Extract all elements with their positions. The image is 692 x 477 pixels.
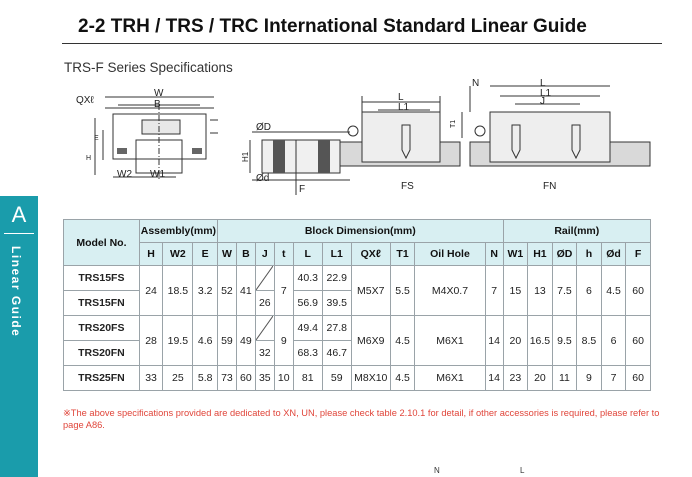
col-h: H [139, 243, 162, 266]
cell-l1: 46.7 [322, 341, 351, 366]
cell-l1: 39.5 [322, 291, 351, 316]
cell-t: 9 [274, 316, 293, 366]
cell-w1: 20 [503, 316, 528, 366]
cell-l: 40.3 [293, 266, 322, 291]
cell-od: 11 [552, 366, 577, 391]
cell-t1: 4.5 [390, 366, 415, 391]
cell-oil-hole: M4X0.7 [415, 266, 485, 316]
model-cell: TRS25FN [64, 366, 140, 391]
dim-label-l1-fn: L1 [540, 88, 552, 99]
cell-h-rail: 9 [577, 366, 602, 391]
cell-l1: 59 [322, 366, 351, 391]
block-group-header: Block Dimension(mm) [217, 220, 503, 243]
dim-label-l-fn: L [540, 78, 546, 89]
dim-label-h: H [86, 155, 92, 162]
cell-f: 60 [626, 316, 651, 366]
dim-label-l1-fs: L1 [398, 102, 410, 113]
col-od: ØD [552, 243, 577, 266]
col-h1: H1 [528, 243, 553, 266]
dim-label-h1: H1 [241, 151, 250, 162]
dim-label-l-fs: L [398, 92, 404, 103]
cell-od: 9.5 [552, 316, 577, 366]
sidebar-letter: A [11, 202, 27, 227]
sidebar-label: Linear Guide [9, 246, 23, 338]
model-cell: TRS20FN [64, 341, 140, 366]
cell-f: 60 [626, 366, 651, 391]
cell-w2: 25 [163, 366, 193, 391]
assembly-group-header: Assembly(mm) [139, 220, 217, 243]
cell-h1: 16.5 [528, 316, 553, 366]
bottom-stub-n: N [434, 466, 440, 475]
cell-n: 14 [485, 366, 503, 391]
col-n: N [485, 243, 503, 266]
cell-f: 60 [626, 266, 651, 316]
cell-j: 32 [255, 341, 274, 366]
cell-l1: 22.9 [322, 266, 351, 291]
cell-h: 28 [139, 316, 162, 366]
model-cell: TRS15FN [64, 291, 140, 316]
cell-t: 7 [274, 266, 293, 316]
col-t1: T1 [390, 243, 415, 266]
dim-label-od: ØD [256, 122, 271, 133]
side-view-fn [462, 86, 650, 166]
cell-qx: M8X10 [351, 366, 390, 391]
cell-oil-hole: M6X1 [415, 316, 485, 366]
cell-w1: 15 [503, 266, 528, 316]
dim-label-w1: W1 [150, 169, 165, 180]
sidebar-divider [4, 233, 34, 234]
cell-h1: 13 [528, 266, 553, 316]
cell-od: 7.5 [552, 266, 577, 316]
cell-qx: M5X7 [351, 266, 390, 316]
cell-h-rail: 6 [577, 266, 602, 316]
cell-l: 81 [293, 366, 322, 391]
col-l: L [293, 243, 322, 266]
cell-j: 35 [255, 366, 274, 391]
dim-label-qx: QXℓ [76, 95, 94, 106]
cell-w1: 23 [503, 366, 528, 391]
cell-qx: M6X9 [351, 316, 390, 366]
col-j: J [255, 243, 274, 266]
cell-l: 68.3 [293, 341, 322, 366]
table-row [64, 316, 651, 341]
col-l1: L1 [322, 243, 351, 266]
dim-label-j: J [540, 96, 545, 107]
dim-label-b: B [154, 99, 161, 110]
cell-w: 59 [217, 316, 236, 366]
cell-h1: 20 [528, 366, 553, 391]
cell-l: 49.4 [293, 316, 322, 341]
col-od-small: Ød [601, 243, 626, 266]
cell-t1: 4.5 [390, 316, 415, 366]
cell-od-small: 6 [601, 316, 626, 366]
cell-b: 49 [236, 316, 255, 366]
cell-od-small: 7 [601, 366, 626, 391]
cell-h: 33 [139, 366, 162, 391]
model-cell: TRS15FS [64, 266, 140, 291]
cell-w: 52 [217, 266, 236, 316]
col-qx: QXℓ [351, 243, 390, 266]
col-h-rail: h [577, 243, 602, 266]
dim-label-fs: FS [401, 181, 414, 192]
bottom-stub-l: L [520, 466, 525, 475]
col-b: B [236, 243, 255, 266]
dim-label-od-small: Ød [256, 173, 270, 184]
cell-t: 10 [274, 366, 293, 391]
model-no-header: Model No. [64, 220, 140, 266]
dim-label-w: W [154, 88, 164, 99]
cell-w2: 18.5 [163, 266, 193, 316]
cell-oil-hole: M6X1 [415, 366, 485, 391]
table-row [64, 366, 651, 391]
cell-n: 7 [485, 266, 503, 316]
col-w: W [217, 243, 236, 266]
cell-e: 4.6 [193, 316, 218, 366]
cell-h: 24 [139, 266, 162, 316]
cell-n: 14 [485, 316, 503, 366]
col-w1: W1 [503, 243, 528, 266]
cell-e: 5.8 [193, 366, 218, 391]
dim-label-n: N [472, 78, 480, 89]
technical-drawing [0, 0, 692, 200]
cell-b: 60 [236, 366, 255, 391]
cell-e: 3.2 [193, 266, 218, 316]
dim-label-fn: FN [543, 181, 557, 192]
col-oil-hole: Oil Hole [415, 243, 485, 266]
cell-j-empty [255, 316, 274, 341]
dim-label-e: E [94, 135, 99, 142]
cell-h-rail: 8.5 [577, 316, 602, 366]
cell-l: 56.9 [293, 291, 322, 316]
cell-j: 26 [255, 291, 274, 316]
model-cell: TRS20FS [64, 316, 140, 341]
col-t: t [274, 243, 293, 266]
col-f: F [626, 243, 651, 266]
cell-l1: 27.8 [322, 316, 351, 341]
specifications-table [63, 219, 651, 391]
rail-group-header: Rail(mm) [503, 220, 650, 243]
cell-b: 41 [236, 266, 255, 316]
page-title: 2-2 TRH / TRS / TRC International Standard Linear Guide [78, 16, 587, 37]
cell-w: 73 [217, 366, 236, 391]
cell-t1: 5.5 [390, 266, 415, 316]
cell-w2: 19.5 [163, 316, 193, 366]
footnote: ※The above specifications provided are dedicated to XN, UN, please check table 2.10.1 for detail, if other accessories is required, please refer to page A86. [63, 408, 660, 430]
dim-label-f: F [299, 184, 306, 195]
col-e: E [193, 243, 218, 266]
col-w2: W2 [163, 243, 193, 266]
cell-j-empty [255, 266, 274, 291]
cell-od-small: 4.5 [601, 266, 626, 316]
table-row [64, 266, 651, 291]
section-subtitle: TRS-F Series Specifications [64, 60, 233, 75]
dim-label-w2: W2 [117, 169, 132, 180]
dim-label-t1: T1 [450, 119, 457, 128]
